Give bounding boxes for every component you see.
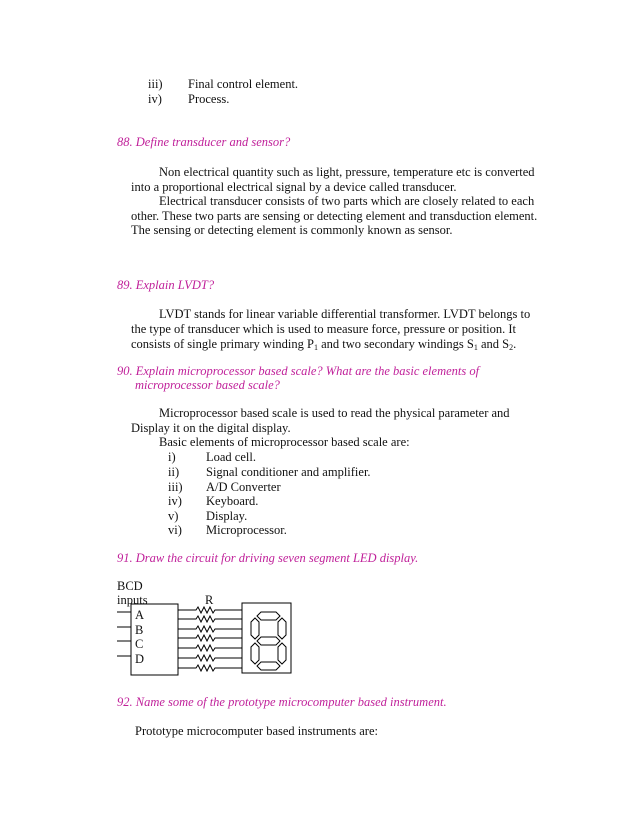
bcd-label: BCD [117,579,143,593]
subscript: 1 [473,343,478,352]
input-label-c: C [135,637,144,651]
question-88-title: 88. Define transducer and sensor? [117,135,291,149]
input-label-b: B [135,623,144,637]
list-text: Process. [188,92,230,106]
input-label-a: A [135,608,145,622]
subscript: 1 [313,343,318,352]
resistor-label: R [205,593,214,607]
list-text: Final control element. [188,77,299,91]
list-number: iv) [168,494,182,508]
q90-line: Display it on the digital display. [131,421,291,435]
subscript: 2 [509,343,514,352]
q88-line: Electrical transducer consists of two parts which are closely related to each [159,194,535,208]
resistor-array [178,607,242,671]
list-text: Keyboard. [206,494,259,508]
list-text: Microprocessor. [206,523,287,537]
question-89-title: 89. Explain LVDT? [117,278,215,292]
text-run: and S [477,337,510,351]
seven-segment-digit [251,612,286,670]
list-number: vi) [168,523,182,537]
text-run: consists of single primary winding P [131,337,314,351]
q88-line: The sensing or detecting element is commonly known as sensor. [131,223,453,237]
list-number: v) [168,509,179,523]
q89-line: the type of transducer which is used to measure force, pressure or position. It [131,322,516,336]
q90-line: Microprocessor based scale is used to read the physical parameter and [159,406,510,420]
list-number: iv) [148,92,162,106]
question-92-title: 92. Name some of the prototype microcomputer based instrument. [117,695,447,709]
question-90-title: 90. Explain microprocessor based scale? What are the basic elements of [117,364,480,378]
q88-line: into a proportional electrical signal by a device called transducer. [131,180,457,194]
question-91-title: 91. Draw the circuit for driving seven segment LED display. [117,551,419,565]
decoder-box [131,604,178,675]
list-number: iii) [148,77,163,91]
list-text: Load cell. [206,450,256,464]
q92-line: Prototype microcomputer based instruments are: [135,724,378,738]
list-text: Signal conditioner and amplifier. [206,465,371,479]
list-text: A/D Converter [206,480,281,494]
q90-line: Basic elements of microprocessor based scale are: [159,435,410,449]
list-text: Display. [206,509,248,523]
q88-line: other. These two parts are sensing or detecting element and transduction element. [131,209,538,223]
input-label-d: D [135,652,145,666]
list-number: iii) [168,480,183,494]
list-number: i) [168,450,176,464]
q88-line: Non electrical quantity such as light, pressure, temperature etc is converted [159,165,535,179]
q89-line: LVDT stands for linear variable differential transformer. LVDT belongs to [159,307,531,321]
text-run: . [513,337,517,351]
list-number: ii) [168,465,180,479]
question-90-title-cont: microprocessor based scale? [135,378,280,392]
inputs-label: inputs [117,593,148,607]
text-run: and two secondary windings S [317,337,474,351]
